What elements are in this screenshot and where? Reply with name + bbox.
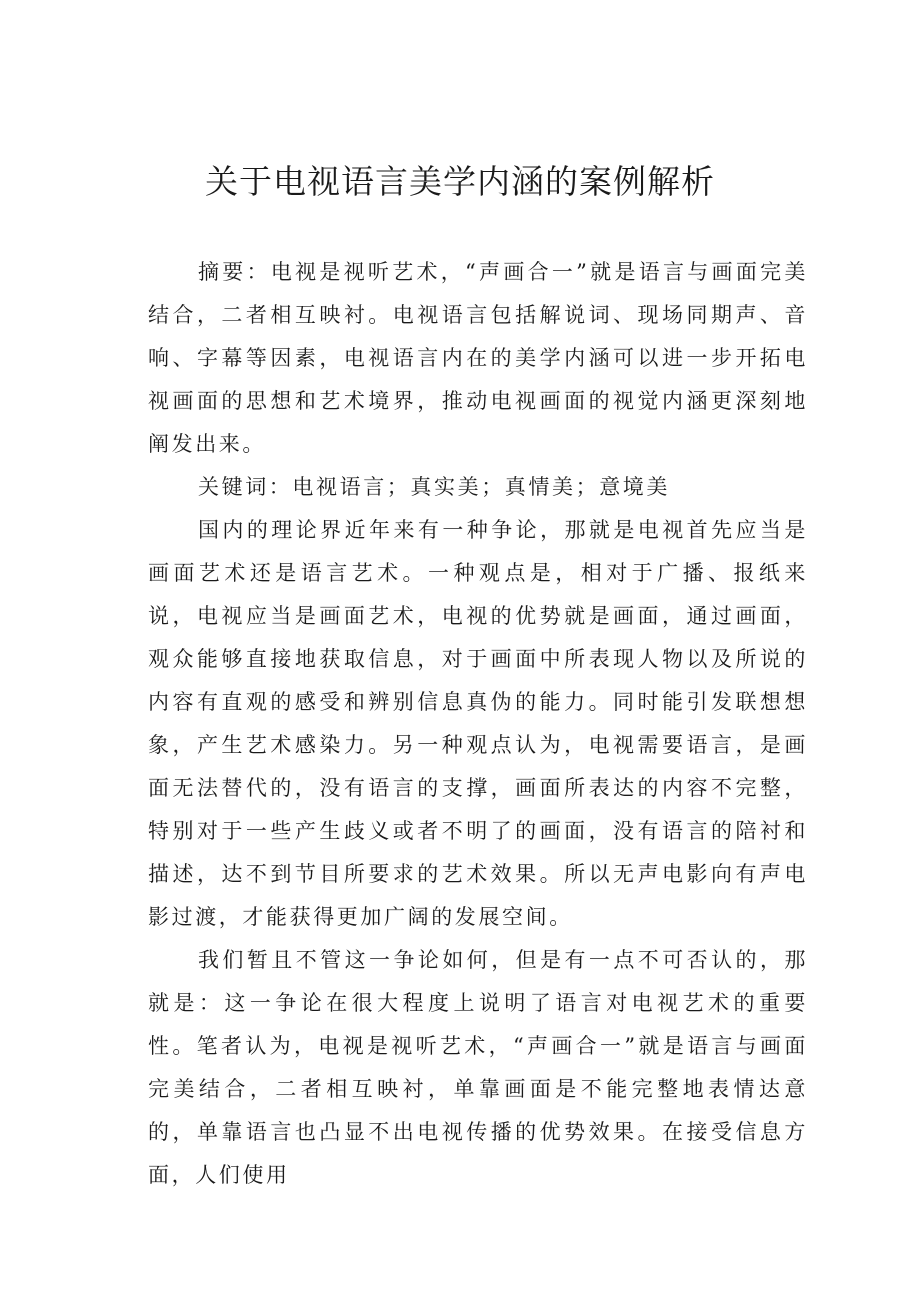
body-paragraph-1: 国内的理论界近年来有一种争论，那就是电视首先应当是画面艺术还是语言艺术。一种观点是，相对于广播、报纸来说，电视应当是画面艺术，电视的优势就是画面，通过画面，观众能够直接地获取信息，对于画面中所表现人物以及所说的内容有直观的感受和辨别信息真伪的能力。同时能引发联想想象，产生艺术感染力。另一种观点认为，电视需要语言，是画面无法替代的，没有语言的支撑，画面所表达的内容不完整，特别对于一些产生歧义或者不明了的画面，没有语言的陪衬和描述，达不到节目所要求的艺术效果。所以无声电影向有声电影过渡，才能获得更加广阔的发展空间。 xyxy=(148,518,808,929)
abstract-paragraph: 摘要：电视是视听艺术，“声画合一”就是语言与画面完美结合，二者相互映衬。电视语言包括解说词、现场同期声、音响、字幕等因素，电视语言内在的美学内涵可以进一步开拓电视画面的思想和艺术境界，推动电视画面的视觉内涵更深刻地阐发出来。 xyxy=(148,260,808,456)
body-paragraph-2: 我们暂且不管这一争论如何，但是有一点不可否认的，那就是：这一争论在很大程度上说明了语言对电视艺术的重要性。笔者认为，电视是视听艺术，“声画合一”就是语言与画面完美结合，二者相互映衬，单靠画面是不能完整地表情达意的，单靠语言也凸显不出电视传播的优势效果。在接受信息方面，人们使用 xyxy=(148,948,808,1187)
document-title: 关于电视语言美学内涵的案例解析 xyxy=(205,162,715,201)
keywords-line: 关键词：电视语言；真实美；真情美；意境美 xyxy=(198,475,670,499)
document-body xyxy=(148,251,808,1197)
